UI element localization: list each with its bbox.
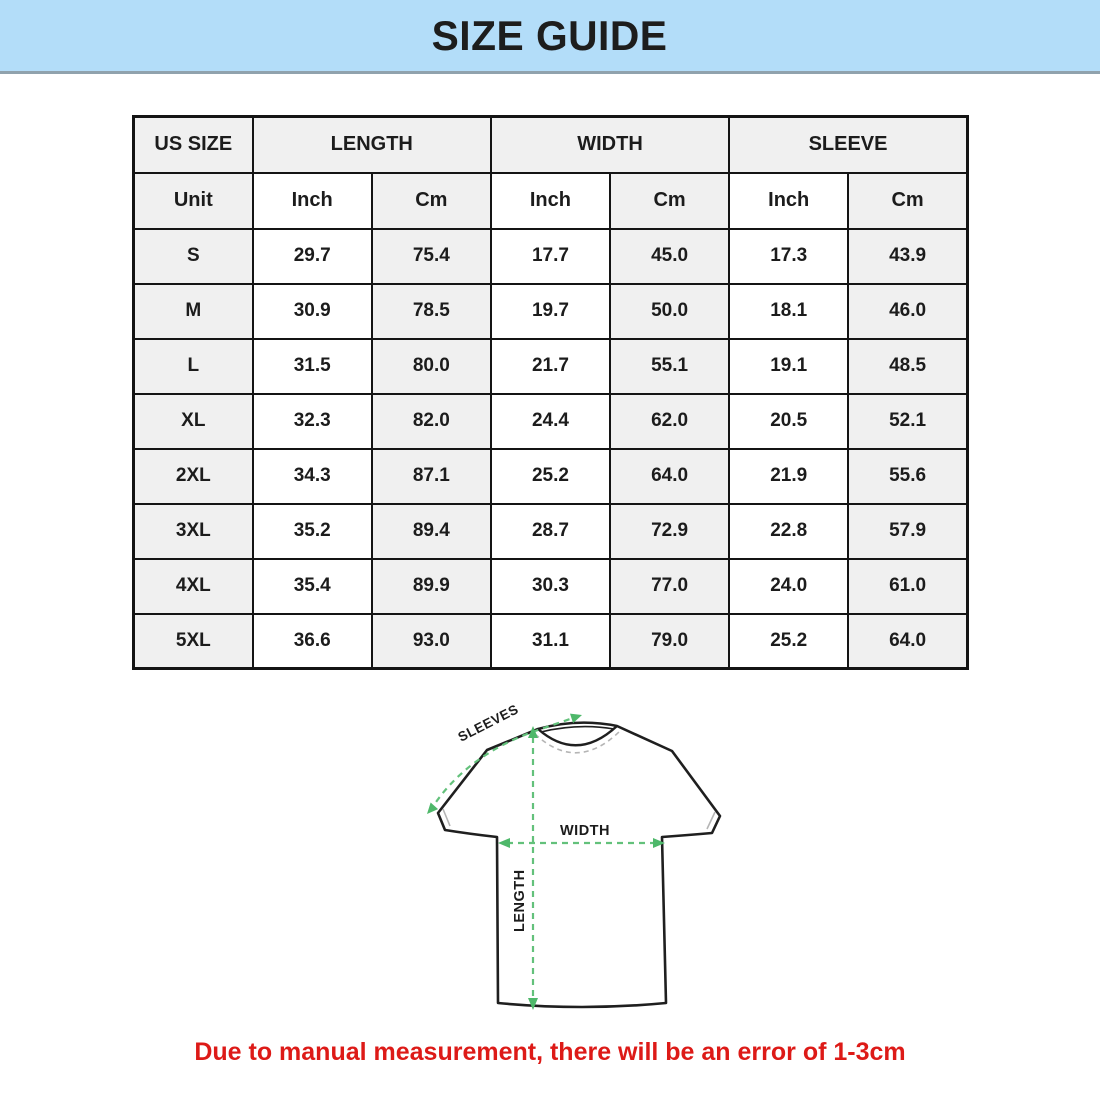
table-cell: 32.3 [253,394,372,449]
col-header-width: WIDTH [491,117,729,173]
size-label: XL [134,394,253,449]
table-cell: 89.4 [372,504,491,559]
table-cell: 57.9 [848,504,967,559]
size-label: S [134,229,253,284]
table-cell: 45.0 [610,229,729,284]
table-cell: 93.0 [372,614,491,669]
sleeve-arrowhead-icon [423,802,438,817]
table-cell: 35.2 [253,504,372,559]
table-cell: 18.1 [729,284,848,339]
table-row-3xl [134,504,968,559]
table-cell: 17.3 [729,229,848,284]
col-header-sleeve: SLEEVE [729,117,967,173]
size-label: M [134,284,253,339]
length-inch-header: Inch [253,173,372,229]
table-cell: 89.9 [372,559,491,614]
table-row-l [134,339,968,394]
table-cell: 50.0 [610,284,729,339]
table-cell: 34.3 [253,449,372,504]
table-cell: 30.3 [491,559,610,614]
page-title: SIZE GUIDE [432,11,668,59]
table-cell: 77.0 [610,559,729,614]
size-label: 4XL [134,559,253,614]
table-cell: 87.1 [372,449,491,504]
table-cell: 21.7 [491,339,610,394]
size-table [132,115,969,670]
table-row-4xl [134,559,968,614]
width-inch-header: Inch [491,173,610,229]
table-cell: 21.9 [729,449,848,504]
unit-header: Unit [134,173,253,229]
table-row-5xl [134,614,968,669]
tshirt-outline-icon [438,723,720,1007]
table-cell: 17.7 [491,229,610,284]
table-cell: 48.5 [848,339,967,394]
width-label: WIDTH [559,823,611,839]
size-guide-banner [0,0,1100,74]
table-cell: 52.1 [848,394,967,449]
table-row-m [134,284,968,339]
sleeve-cm-header: Cm [848,173,967,229]
size-label: 3XL [134,504,253,559]
table-cell: 22.8 [729,504,848,559]
table-cell: 75.4 [372,229,491,284]
table-cell: 20.5 [729,394,848,449]
table-cell: 64.0 [610,449,729,504]
size-label: 5XL [134,614,253,669]
table-cell: 24.0 [729,559,848,614]
measurement-disclaimer: Due to manual measurement, there will be an error of 1-3cm [194,1038,906,1066]
sleeve-inch-header: Inch [729,173,848,229]
table-cell: 25.2 [491,449,610,504]
tshirt-diagram-svg [410,693,740,1028]
length-cm-header: Cm [372,173,491,229]
table-cell: 55.6 [848,449,967,504]
tshirt-measurement-diagram [410,693,740,1028]
col-header-length: LENGTH [253,117,491,173]
table-cell: 72.9 [610,504,729,559]
sleeves-label: SLEEVES [455,701,521,745]
table-cell: 19.1 [729,339,848,394]
sleeve-arrowhead-icon [570,710,584,723]
table-row-2xl [134,449,968,504]
table-cell: 24.4 [491,394,610,449]
table-cell: 28.7 [491,504,610,559]
table-row-xl [134,394,968,449]
table-cell: 46.0 [848,284,967,339]
table-cell: 55.1 [610,339,729,394]
table-cell: 29.7 [253,229,372,284]
table-row-s [134,229,968,284]
table-cell: 31.1 [491,614,610,669]
table-cell: 43.9 [848,229,967,284]
table-cell: 62.0 [610,394,729,449]
table-group-header-row [134,117,968,173]
size-table-container [132,115,969,670]
table-cell: 35.4 [253,559,372,614]
table-cell: 25.2 [729,614,848,669]
table-cell: 80.0 [372,339,491,394]
table-cell: 19.7 [491,284,610,339]
table-cell: 79.0 [610,614,729,669]
table-cell: 30.9 [253,284,372,339]
table-unit-header-row [134,173,968,229]
width-cm-header: Cm [610,173,729,229]
table-cell: 36.6 [253,614,372,669]
col-header-us-size: US SIZE [134,117,253,173]
table-cell: 78.5 [372,284,491,339]
table-cell: 31.5 [253,339,372,394]
table-cell: 82.0 [372,394,491,449]
table-cell: 61.0 [848,559,967,614]
size-label: L [134,339,253,394]
size-label: 2XL [134,449,253,504]
table-cell: 64.0 [848,614,967,669]
length-label: LENGTH [512,869,528,932]
